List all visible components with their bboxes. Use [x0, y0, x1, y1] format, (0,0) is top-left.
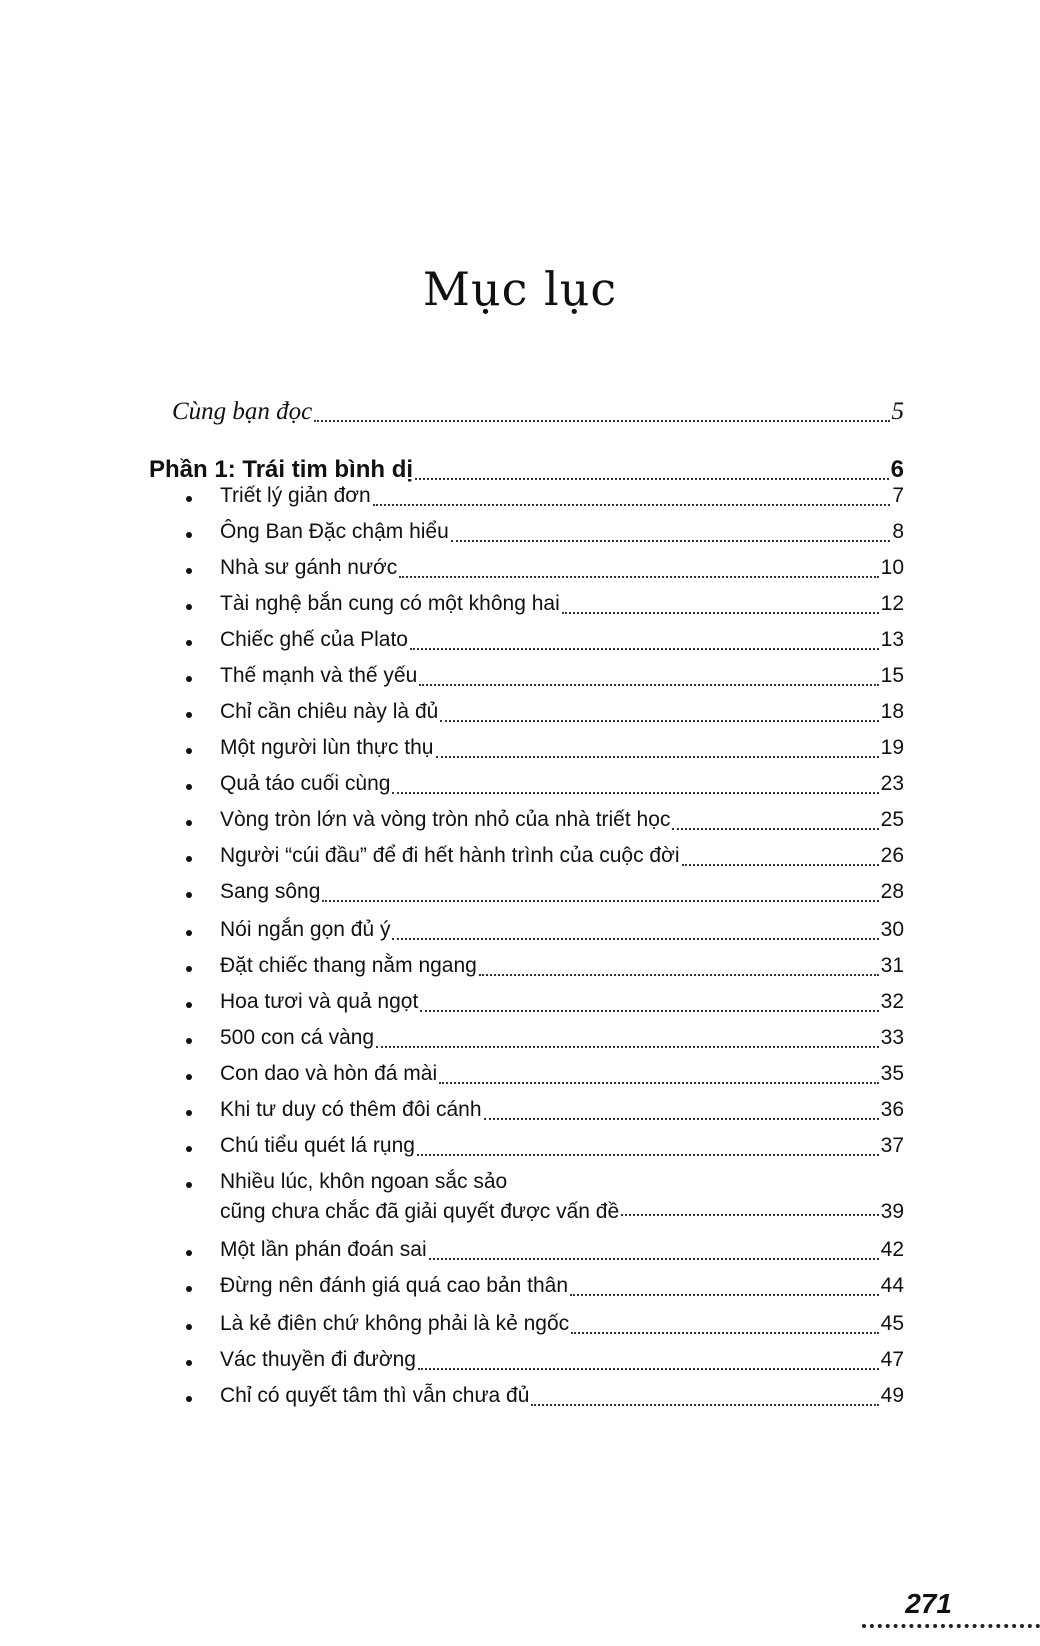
toc-entry[interactable]: [220, 808, 904, 838]
toc-entry-page: 36: [880, 1098, 904, 1121]
toc-entry[interactable]: [220, 954, 904, 984]
toc-entry[interactable]: [220, 1098, 904, 1128]
toc-entry[interactable]: [220, 1384, 904, 1414]
dot-leader: [419, 684, 878, 686]
bullet-icon: [186, 784, 192, 790]
toc-preface-page: 5: [891, 398, 904, 425]
toc-entry[interactable]: [220, 1134, 904, 1164]
page-number: 271: [905, 1588, 952, 1619]
toc-entry-label: Nhiều lúc, khôn ngoan sắc sảo: [220, 1170, 508, 1193]
toc-entry-page: 45: [880, 1312, 904, 1335]
bullet-icon: [186, 1038, 192, 1044]
toc-entry[interactable]: [220, 592, 904, 622]
toc-part-label: Phần 1: Trái tim bình dị: [149, 456, 414, 483]
bullet-icon: [186, 676, 192, 682]
toc-entry[interactable]: [220, 1170, 904, 1234]
bullet-icon: [186, 1110, 192, 1116]
toc-entry-page: 42: [880, 1238, 904, 1261]
toc-entry-label: Chiếc ghế của Plato: [220, 628, 408, 651]
toc-entry-page: 10: [880, 556, 904, 579]
bullet-icon: [186, 1324, 192, 1330]
bullet-icon: [186, 930, 192, 936]
toc-entry-label: Một lần phán đoán sai: [220, 1238, 427, 1261]
page-title: Mục lục: [422, 262, 618, 316]
toc-entry[interactable]: [220, 772, 904, 802]
toc-entry-page: 13: [880, 628, 904, 651]
toc-entry-page: 44: [880, 1274, 904, 1297]
dot-leader: [410, 648, 879, 650]
toc-entry-label: Vòng tròn lớn và vòng tròn nhỏ của nhà triết học: [220, 808, 671, 831]
dot-leader: [451, 540, 891, 542]
bullet-icon: [186, 856, 192, 862]
toc-entry-label-continued: cũng chưa chắc đã giải quyết được vấn đề: [220, 1200, 620, 1223]
toc-entry-page: 37: [880, 1134, 904, 1157]
toc-entry-page: 25: [880, 808, 904, 831]
bullet-icon: [186, 532, 192, 538]
dot-leader: [436, 756, 879, 758]
dot-leader: [439, 1082, 878, 1084]
toc-entry-label: Là kẻ điên chứ không phải là kẻ ngốc: [220, 1312, 570, 1335]
dot-leader: [418, 1368, 879, 1370]
toc-entry[interactable]: [220, 484, 904, 514]
bullet-icon: [186, 748, 192, 754]
toc-entry-page: 15: [880, 664, 904, 687]
dot-leader: [417, 1154, 879, 1156]
toc-entry-page: 26: [880, 844, 904, 867]
toc-entry[interactable]: [220, 556, 904, 586]
toc-entry-label: Chỉ có quyết tâm thì vẫn chưa đủ: [220, 1384, 530, 1407]
dot-leader: [392, 792, 878, 794]
toc-preface-label: Cùng bạn đọc: [172, 398, 313, 425]
toc-entry[interactable]: [220, 700, 904, 730]
footer-dots: [862, 1624, 1040, 1628]
bullet-icon: [186, 568, 192, 574]
bullet-icon: [186, 820, 192, 826]
toc-entry[interactable]: [220, 520, 904, 550]
toc-entry-label: 500 con cá vàng: [220, 1026, 375, 1049]
bullet-icon: [186, 1002, 192, 1008]
dot-leader: [415, 478, 889, 480]
toc-entry-page: 32: [880, 990, 904, 1013]
toc-entry-label: Triết lý giản đơn: [220, 484, 371, 507]
bullet-icon: [186, 1396, 192, 1402]
toc-entry-label: Hoa tươi và quả ngọt: [220, 990, 419, 1013]
toc-entry[interactable]: [220, 736, 904, 766]
toc-entry-page: 18: [880, 700, 904, 723]
dot-leader: [399, 576, 878, 578]
dot-leader: [440, 720, 878, 722]
toc-entry-page: 19: [880, 736, 904, 759]
toc-entry-label: Một người lùn thực thụ: [220, 736, 434, 759]
dot-leader: [562, 612, 879, 614]
dot-leader: [420, 1010, 878, 1012]
toc-entry-page: 35: [880, 1062, 904, 1085]
dot-leader: [484, 1118, 879, 1120]
bullet-icon: [186, 1250, 192, 1256]
toc-entry[interactable]: [220, 1026, 904, 1056]
bullet-icon: [186, 640, 192, 646]
toc-entry-label: Ông Ban Đặc chậm hiểu: [220, 520, 449, 543]
toc-entry[interactable]: [220, 990, 904, 1020]
toc-entry[interactable]: [220, 1348, 904, 1378]
dot-leader: [682, 864, 879, 866]
toc-entry-page: 8: [892, 520, 904, 543]
dot-leader: [322, 900, 878, 902]
dot-leader: [479, 974, 879, 976]
toc-entry-page: 33: [880, 1026, 904, 1049]
bullet-icon: [186, 966, 192, 972]
dot-leader: [571, 1332, 879, 1334]
toc-entry-label: Chú tiểu quét lá rụng: [220, 1134, 415, 1157]
toc-preface[interactable]: [172, 398, 904, 430]
toc-entry-label: Tài nghệ bắn cung có một không hai: [220, 592, 560, 615]
bullet-icon: [186, 892, 192, 898]
dot-leader: [672, 828, 878, 830]
bullet-icon: [186, 1074, 192, 1080]
toc-entry-label: Chỉ cần chiêu này là đủ: [220, 700, 439, 723]
toc-entry-label: Sang sông: [220, 880, 321, 903]
toc-entry-label: Nhà sư gánh nước: [220, 556, 398, 579]
toc-entry-label: Khi tư duy có thêm đôi cánh: [220, 1098, 482, 1121]
toc-entry-label: Con dao và hòn đá mài: [220, 1062, 438, 1085]
dot-leader: [570, 1294, 879, 1296]
toc-entry-label: Vác thuyền đi đường: [220, 1348, 416, 1371]
toc-entry[interactable]: [220, 880, 904, 910]
toc-entry-page: 49: [880, 1384, 904, 1407]
dot-leader: [621, 1214, 879, 1216]
dot-leader: [392, 938, 878, 940]
bullet-icon: [186, 712, 192, 718]
toc-entry[interactable]: [220, 1062, 904, 1092]
bullet-icon: [186, 496, 192, 502]
toc-entry-page: 31: [880, 954, 904, 977]
toc-entry-label: Thế mạnh và thế yếu: [220, 664, 418, 687]
toc-entry-page: 12: [880, 592, 904, 615]
dot-leader: [531, 1404, 878, 1406]
toc-entry[interactable]: [220, 628, 904, 658]
bullet-icon: [186, 1286, 192, 1292]
toc-entry-page: 7: [892, 484, 904, 507]
toc-entry[interactable]: [220, 844, 904, 874]
bullet-icon: [186, 1182, 192, 1188]
toc-entry-label: Đặt chiếc thang nằm ngang: [220, 954, 477, 977]
toc-entry-label: Đừng nên đánh giá quá cao bản thân: [220, 1274, 569, 1297]
toc-entry-page: 39: [880, 1200, 904, 1223]
toc-entry[interactable]: [220, 918, 904, 948]
bullet-icon: [186, 604, 192, 610]
dot-leader: [314, 420, 889, 422]
dot-leader: [373, 504, 891, 506]
dot-leader: [376, 1046, 879, 1048]
toc-entry-page: 47: [880, 1348, 904, 1371]
toc-entry-page: 28: [880, 880, 904, 903]
toc-entry[interactable]: [220, 1274, 904, 1304]
toc-entry-label: Người “cúi đầu” để đi hết hành trình của cuộc đời: [220, 844, 680, 867]
toc-entry-page: 23: [880, 772, 904, 795]
toc-entry-page: 30: [880, 918, 904, 941]
bullet-icon: [186, 1146, 192, 1152]
toc-entry[interactable]: [220, 1312, 904, 1342]
toc-entry[interactable]: [220, 1238, 904, 1268]
toc-entry-label: Quả táo cuối cùng: [220, 772, 391, 795]
toc-entry[interactable]: [220, 664, 904, 694]
dot-leader: [429, 1258, 879, 1260]
toc-part-page: 6: [890, 456, 904, 483]
bullet-icon: [186, 1360, 192, 1366]
toc-entry-label: Nói ngắn gọn đủ ý: [220, 918, 391, 941]
